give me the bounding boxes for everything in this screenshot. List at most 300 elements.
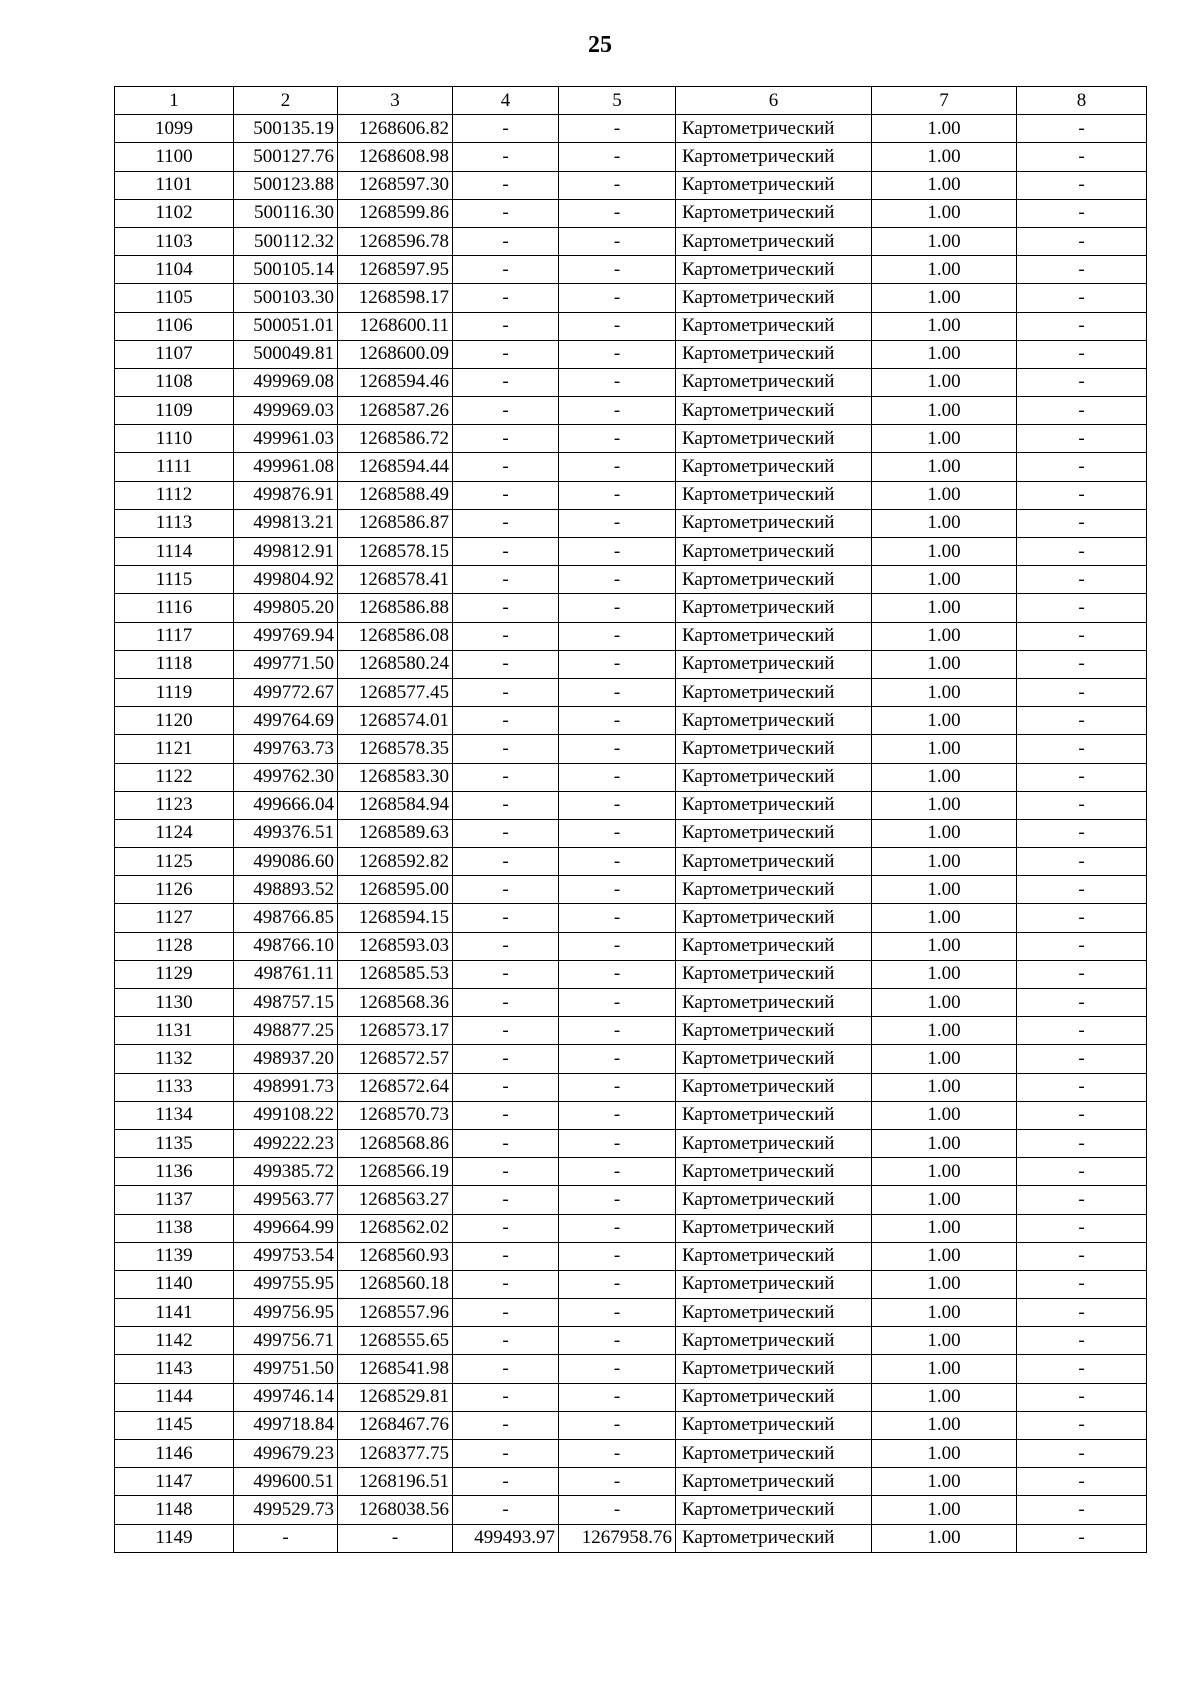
cell-accuracy: 1.00 bbox=[872, 1270, 1017, 1298]
cell-method: Картометрический bbox=[676, 256, 872, 284]
cell-accuracy: 1.00 bbox=[872, 622, 1017, 650]
cell-point-number: 1147 bbox=[115, 1468, 234, 1496]
cell-x-coordinate: 499756.95 bbox=[234, 1299, 338, 1327]
cell-y-coordinate: 1268596.78 bbox=[338, 227, 453, 255]
table-row bbox=[115, 312, 1147, 340]
cell-y-coordinate-new: - bbox=[559, 791, 676, 819]
cell-point-number: 1110 bbox=[115, 425, 234, 453]
cell-note: - bbox=[1017, 904, 1147, 932]
cell-accuracy: 1.00 bbox=[872, 707, 1017, 735]
cell-y-coordinate-new: - bbox=[559, 876, 676, 904]
cell-x-coordinate: 499376.51 bbox=[234, 819, 338, 847]
cell-x-coordinate: 499763.73 bbox=[234, 735, 338, 763]
table-row bbox=[115, 819, 1147, 847]
cell-point-number: 1101 bbox=[115, 171, 234, 199]
cell-y-coordinate: 1268588.49 bbox=[338, 481, 453, 509]
cell-y-coordinate: 1268562.02 bbox=[338, 1214, 453, 1242]
cell-y-coordinate: 1268568.36 bbox=[338, 989, 453, 1017]
cell-x-coordinate-new: - bbox=[453, 735, 559, 763]
cell-x-coordinate: 499755.95 bbox=[234, 1270, 338, 1298]
table-row bbox=[115, 509, 1147, 537]
cell-note: - bbox=[1017, 340, 1147, 368]
cell-point-number: 1148 bbox=[115, 1496, 234, 1524]
cell-y-coordinate: 1268584.94 bbox=[338, 791, 453, 819]
table-row bbox=[115, 1468, 1147, 1496]
cell-x-coordinate: 499756.71 bbox=[234, 1327, 338, 1355]
cell-accuracy: 1.00 bbox=[872, 1073, 1017, 1101]
cell-note: - bbox=[1017, 622, 1147, 650]
cell-note: - bbox=[1017, 143, 1147, 171]
table-row bbox=[115, 1045, 1147, 1073]
cell-accuracy: 1.00 bbox=[872, 960, 1017, 988]
cell-y-coordinate: 1268572.57 bbox=[338, 1045, 453, 1073]
cell-x-coordinate: 499753.54 bbox=[234, 1242, 338, 1270]
cell-accuracy: 1.00 bbox=[872, 256, 1017, 284]
cell-point-number: 1100 bbox=[115, 143, 234, 171]
cell-x-coordinate-new: - bbox=[453, 453, 559, 481]
cell-x-coordinate: 498766.85 bbox=[234, 904, 338, 932]
cell-y-coordinate: 1268541.98 bbox=[338, 1355, 453, 1383]
cell-point-number: 1104 bbox=[115, 256, 234, 284]
cell-x-coordinate-new: - bbox=[453, 960, 559, 988]
cell-note: - bbox=[1017, 650, 1147, 678]
cell-point-number: 1116 bbox=[115, 594, 234, 622]
cell-y-coordinate: 1268597.30 bbox=[338, 171, 453, 199]
cell-x-coordinate: 499804.92 bbox=[234, 566, 338, 594]
table-row bbox=[115, 397, 1147, 425]
cell-note: - bbox=[1017, 538, 1147, 566]
cell-y-coordinate: 1268578.15 bbox=[338, 538, 453, 566]
column-header-7: 7 bbox=[872, 87, 1017, 115]
cell-y-coordinate: 1268563.27 bbox=[338, 1186, 453, 1214]
cell-y-coordinate-new: - bbox=[559, 453, 676, 481]
cell-note: - bbox=[1017, 707, 1147, 735]
cell-x-coordinate: 499769.94 bbox=[234, 622, 338, 650]
cell-point-number: 1138 bbox=[115, 1214, 234, 1242]
cell-note: - bbox=[1017, 1017, 1147, 1045]
cell-y-coordinate: 1268560.18 bbox=[338, 1270, 453, 1298]
column-header-5: 5 bbox=[559, 87, 676, 115]
cell-method: Картометрический bbox=[676, 171, 872, 199]
cell-note: - bbox=[1017, 1496, 1147, 1524]
cell-y-coordinate-new: - bbox=[559, 1411, 676, 1439]
cell-method: Картометрический bbox=[676, 397, 872, 425]
cell-y-coordinate: 1268586.72 bbox=[338, 425, 453, 453]
cell-x-coordinate: 499764.69 bbox=[234, 707, 338, 735]
table-row bbox=[115, 1101, 1147, 1129]
cell-point-number: 1139 bbox=[115, 1242, 234, 1270]
cell-y-coordinate: 1268560.93 bbox=[338, 1242, 453, 1270]
cell-y-coordinate: 1268570.73 bbox=[338, 1101, 453, 1129]
cell-x-coordinate: 499108.22 bbox=[234, 1101, 338, 1129]
cell-method: Картометрический bbox=[676, 481, 872, 509]
table-body bbox=[115, 115, 1147, 1553]
cell-x-coordinate: 500105.14 bbox=[234, 256, 338, 284]
table-row bbox=[115, 256, 1147, 284]
table-row bbox=[115, 425, 1147, 453]
cell-method: Картометрический bbox=[676, 312, 872, 340]
cell-point-number: 1129 bbox=[115, 960, 234, 988]
cell-y-coordinate-new: - bbox=[559, 848, 676, 876]
cell-accuracy: 1.00 bbox=[872, 763, 1017, 791]
cell-note: - bbox=[1017, 1129, 1147, 1157]
cell-point-number: 1149 bbox=[115, 1524, 234, 1552]
cell-point-number: 1121 bbox=[115, 735, 234, 763]
cell-x-coordinate-new: - bbox=[453, 538, 559, 566]
cell-note: - bbox=[1017, 115, 1147, 143]
cell-x-coordinate: 498877.25 bbox=[234, 1017, 338, 1045]
cell-x-coordinate: 500049.81 bbox=[234, 340, 338, 368]
cell-x-coordinate: - bbox=[234, 1524, 338, 1552]
cell-x-coordinate-new: - bbox=[453, 340, 559, 368]
cell-note: - bbox=[1017, 566, 1147, 594]
cell-x-coordinate: 499812.91 bbox=[234, 538, 338, 566]
cell-point-number: 1122 bbox=[115, 763, 234, 791]
cell-y-coordinate-new: - bbox=[559, 1468, 676, 1496]
cell-x-coordinate: 499563.77 bbox=[234, 1186, 338, 1214]
cell-point-number: 1143 bbox=[115, 1355, 234, 1383]
cell-x-coordinate: 498937.20 bbox=[234, 1045, 338, 1073]
cell-method: Картометрический bbox=[676, 932, 872, 960]
cell-point-number: 1115 bbox=[115, 566, 234, 594]
cell-x-coordinate: 498757.15 bbox=[234, 989, 338, 1017]
cell-accuracy: 1.00 bbox=[872, 1186, 1017, 1214]
cell-method: Картометрический bbox=[676, 143, 872, 171]
cell-point-number: 1123 bbox=[115, 791, 234, 819]
table-row bbox=[115, 1440, 1147, 1468]
cell-y-coordinate: 1268600.09 bbox=[338, 340, 453, 368]
table-row bbox=[115, 650, 1147, 678]
table-row bbox=[115, 115, 1147, 143]
cell-method: Картометрический bbox=[676, 1411, 872, 1439]
cell-x-coordinate-new: - bbox=[453, 1186, 559, 1214]
cell-accuracy: 1.00 bbox=[872, 425, 1017, 453]
cell-method: Картометрический bbox=[676, 1158, 872, 1186]
table-row bbox=[115, 1158, 1147, 1186]
cell-y-coordinate-new: - bbox=[559, 707, 676, 735]
cell-x-coordinate-new: - bbox=[453, 707, 559, 735]
cell-x-coordinate-new: - bbox=[453, 481, 559, 509]
cell-point-number: 1106 bbox=[115, 312, 234, 340]
cell-point-number: 1109 bbox=[115, 397, 234, 425]
cell-method: Картометрический bbox=[676, 1045, 872, 1073]
cell-accuracy: 1.00 bbox=[872, 171, 1017, 199]
cell-y-coordinate-new: - bbox=[559, 1129, 676, 1157]
cell-y-coordinate-new: - bbox=[559, 397, 676, 425]
cell-method: Картометрический bbox=[676, 1355, 872, 1383]
cell-y-coordinate-new: - bbox=[559, 678, 676, 706]
table-row bbox=[115, 453, 1147, 481]
cell-accuracy: 1.00 bbox=[872, 481, 1017, 509]
cell-note: - bbox=[1017, 1355, 1147, 1383]
cell-method: Картометрический bbox=[676, 1073, 872, 1101]
table-row bbox=[115, 340, 1147, 368]
table-row bbox=[115, 171, 1147, 199]
cell-x-coordinate-new: - bbox=[453, 819, 559, 847]
table-row bbox=[115, 1017, 1147, 1045]
cell-accuracy: 1.00 bbox=[872, 1496, 1017, 1524]
cell-y-coordinate: 1268589.63 bbox=[338, 819, 453, 847]
cell-method: Картометрический bbox=[676, 678, 872, 706]
cell-point-number: 1117 bbox=[115, 622, 234, 650]
cell-note: - bbox=[1017, 932, 1147, 960]
cell-y-coordinate: 1268587.26 bbox=[338, 397, 453, 425]
cell-y-coordinate-new: - bbox=[559, 1496, 676, 1524]
cell-point-number: 1140 bbox=[115, 1270, 234, 1298]
cell-accuracy: 1.00 bbox=[872, 199, 1017, 227]
cell-x-coordinate-new: - bbox=[453, 425, 559, 453]
cell-y-coordinate-new: - bbox=[559, 1299, 676, 1327]
cell-accuracy: 1.00 bbox=[872, 791, 1017, 819]
cell-point-number: 1108 bbox=[115, 368, 234, 396]
cell-method: Картометрический bbox=[676, 538, 872, 566]
cell-x-coordinate: 499805.20 bbox=[234, 594, 338, 622]
cell-point-number: 1131 bbox=[115, 1017, 234, 1045]
cell-method: Картометрический bbox=[676, 904, 872, 932]
table-row bbox=[115, 1073, 1147, 1101]
cell-point-number: 1118 bbox=[115, 650, 234, 678]
cell-x-coordinate: 499751.50 bbox=[234, 1355, 338, 1383]
cell-x-coordinate-new: - bbox=[453, 566, 559, 594]
cell-x-coordinate-new: - bbox=[453, 256, 559, 284]
table-row bbox=[115, 960, 1147, 988]
cell-x-coordinate: 499385.72 bbox=[234, 1158, 338, 1186]
cell-method: Картометрический bbox=[676, 876, 872, 904]
column-header-3: 3 bbox=[338, 87, 453, 115]
cell-method: Картометрический bbox=[676, 1270, 872, 1298]
cell-y-coordinate: 1268586.87 bbox=[338, 509, 453, 537]
cell-method: Картометрический bbox=[676, 989, 872, 1017]
cell-x-coordinate-new: - bbox=[453, 594, 559, 622]
cell-method: Картометрический bbox=[676, 340, 872, 368]
cell-y-coordinate: 1268377.75 bbox=[338, 1440, 453, 1468]
cell-point-number: 1102 bbox=[115, 199, 234, 227]
cell-method: Картометрический bbox=[676, 199, 872, 227]
cell-note: - bbox=[1017, 678, 1147, 706]
cell-method: Картометрический bbox=[676, 509, 872, 537]
cell-y-coordinate-new: - bbox=[559, 256, 676, 284]
cell-method: Картометрический bbox=[676, 763, 872, 791]
cell-x-coordinate-new: - bbox=[453, 115, 559, 143]
cell-x-coordinate-new: - bbox=[453, 1383, 559, 1411]
cell-y-coordinate: 1268585.53 bbox=[338, 960, 453, 988]
cell-x-coordinate: 499961.08 bbox=[234, 453, 338, 481]
cell-x-coordinate-new: - bbox=[453, 1158, 559, 1186]
cell-note: - bbox=[1017, 312, 1147, 340]
cell-note: - bbox=[1017, 848, 1147, 876]
cell-x-coordinate-new: - bbox=[453, 171, 559, 199]
cell-note: - bbox=[1017, 819, 1147, 847]
cell-y-coordinate-new: - bbox=[559, 904, 676, 932]
cell-x-coordinate: 499762.30 bbox=[234, 763, 338, 791]
cell-y-coordinate: 1268568.86 bbox=[338, 1129, 453, 1157]
cell-accuracy: 1.00 bbox=[872, 876, 1017, 904]
cell-accuracy: 1.00 bbox=[872, 1045, 1017, 1073]
table-row bbox=[115, 1214, 1147, 1242]
table-row bbox=[115, 735, 1147, 763]
cell-accuracy: 1.00 bbox=[872, 143, 1017, 171]
cell-point-number: 1125 bbox=[115, 848, 234, 876]
cell-y-coordinate-new: - bbox=[559, 368, 676, 396]
cell-accuracy: 1.00 bbox=[872, 566, 1017, 594]
cell-note: - bbox=[1017, 989, 1147, 1017]
table-row bbox=[115, 1411, 1147, 1439]
cell-x-coordinate: 500103.30 bbox=[234, 284, 338, 312]
cell-method: Картометрический bbox=[676, 707, 872, 735]
cell-y-coordinate-new: - bbox=[559, 650, 676, 678]
cell-y-coordinate-new: - bbox=[559, 1383, 676, 1411]
cell-x-coordinate-new: - bbox=[453, 650, 559, 678]
table-row bbox=[115, 1242, 1147, 1270]
cell-y-coordinate: 1268467.76 bbox=[338, 1411, 453, 1439]
cell-accuracy: 1.00 bbox=[872, 1440, 1017, 1468]
cell-y-coordinate: 1268572.64 bbox=[338, 1073, 453, 1101]
cell-y-coordinate: 1268577.45 bbox=[338, 678, 453, 706]
table-row bbox=[115, 1186, 1147, 1214]
cell-method: Картометрический bbox=[676, 284, 872, 312]
cell-note: - bbox=[1017, 368, 1147, 396]
coordinates-table bbox=[114, 86, 1147, 1553]
cell-point-number: 1141 bbox=[115, 1299, 234, 1327]
cell-x-coordinate: 499666.04 bbox=[234, 791, 338, 819]
cell-y-coordinate-new: - bbox=[559, 1045, 676, 1073]
cell-x-coordinate: 498991.73 bbox=[234, 1073, 338, 1101]
cell-y-coordinate-new: - bbox=[559, 199, 676, 227]
cell-note: - bbox=[1017, 1299, 1147, 1327]
cell-note: - bbox=[1017, 1411, 1147, 1439]
table-row bbox=[115, 707, 1147, 735]
cell-x-coordinate-new: - bbox=[453, 1017, 559, 1045]
cell-x-coordinate: 499679.23 bbox=[234, 1440, 338, 1468]
cell-accuracy: 1.00 bbox=[872, 735, 1017, 763]
cell-method: Картометрический bbox=[676, 1214, 872, 1242]
cell-x-coordinate-new: - bbox=[453, 848, 559, 876]
cell-accuracy: 1.00 bbox=[872, 1242, 1017, 1270]
cell-method: Картометрический bbox=[676, 566, 872, 594]
cell-y-coordinate-new: - bbox=[559, 1186, 676, 1214]
table-row bbox=[115, 1383, 1147, 1411]
cell-note: - bbox=[1017, 227, 1147, 255]
cell-point-number: 1127 bbox=[115, 904, 234, 932]
cell-note: - bbox=[1017, 735, 1147, 763]
cell-note: - bbox=[1017, 1327, 1147, 1355]
cell-y-coordinate-new: - bbox=[559, 594, 676, 622]
table-row bbox=[115, 904, 1147, 932]
cell-method: Картометрический bbox=[676, 622, 872, 650]
cell-point-number: 1113 bbox=[115, 509, 234, 537]
cell-note: - bbox=[1017, 791, 1147, 819]
column-header-2: 2 bbox=[234, 87, 338, 115]
cell-y-coordinate: 1268580.24 bbox=[338, 650, 453, 678]
cell-accuracy: 1.00 bbox=[872, 284, 1017, 312]
table-row bbox=[115, 368, 1147, 396]
column-header-6: 6 bbox=[676, 87, 872, 115]
cell-y-coordinate-new: - bbox=[559, 932, 676, 960]
cell-y-coordinate-new: - bbox=[559, 227, 676, 255]
cell-accuracy: 1.00 bbox=[872, 115, 1017, 143]
table-row bbox=[115, 1129, 1147, 1157]
cell-point-number: 1133 bbox=[115, 1073, 234, 1101]
cell-y-coordinate-new: - bbox=[559, 1355, 676, 1383]
cell-accuracy: 1.00 bbox=[872, 538, 1017, 566]
cell-method: Картометрический bbox=[676, 1101, 872, 1129]
cell-accuracy: 1.00 bbox=[872, 650, 1017, 678]
cell-method: Картометрический bbox=[676, 1299, 872, 1327]
cell-x-coordinate-new: - bbox=[453, 1101, 559, 1129]
cell-accuracy: 1.00 bbox=[872, 340, 1017, 368]
cell-x-coordinate-new: - bbox=[453, 1242, 559, 1270]
cell-method: Картометрический bbox=[676, 594, 872, 622]
cell-x-coordinate-new: - bbox=[453, 284, 559, 312]
cell-point-number: 1135 bbox=[115, 1129, 234, 1157]
cell-y-coordinate-new: - bbox=[559, 143, 676, 171]
cell-y-coordinate-new: - bbox=[559, 425, 676, 453]
cell-note: - bbox=[1017, 876, 1147, 904]
cell-x-coordinate-new: - bbox=[453, 904, 559, 932]
cell-y-coordinate-new: 1267958.76 bbox=[559, 1524, 676, 1552]
cell-x-coordinate: 500127.76 bbox=[234, 143, 338, 171]
cell-note: - bbox=[1017, 594, 1147, 622]
column-header-1: 1 bbox=[115, 87, 234, 115]
cell-x-coordinate-new: - bbox=[453, 791, 559, 819]
cell-accuracy: 1.00 bbox=[872, 509, 1017, 537]
cell-x-coordinate: 500116.30 bbox=[234, 199, 338, 227]
cell-x-coordinate-new: - bbox=[453, 199, 559, 227]
cell-y-coordinate-new: - bbox=[559, 115, 676, 143]
cell-method: Картометрический bbox=[676, 1468, 872, 1496]
cell-x-coordinate-new: - bbox=[453, 1327, 559, 1355]
cell-y-coordinate: 1268529.81 bbox=[338, 1383, 453, 1411]
table-row bbox=[115, 594, 1147, 622]
cell-y-coordinate: - bbox=[338, 1524, 453, 1552]
cell-accuracy: 1.00 bbox=[872, 397, 1017, 425]
cell-accuracy: 1.00 bbox=[872, 904, 1017, 932]
cell-accuracy: 1.00 bbox=[872, 1214, 1017, 1242]
cell-note: - bbox=[1017, 171, 1147, 199]
cell-x-coordinate: 499969.03 bbox=[234, 397, 338, 425]
cell-point-number: 1144 bbox=[115, 1383, 234, 1411]
table-row bbox=[115, 622, 1147, 650]
cell-accuracy: 1.00 bbox=[872, 1017, 1017, 1045]
table-row bbox=[115, 538, 1147, 566]
cell-x-coordinate-new: - bbox=[453, 1270, 559, 1298]
cell-x-coordinate: 500123.88 bbox=[234, 171, 338, 199]
cell-method: Картометрический bbox=[676, 819, 872, 847]
cell-x-coordinate: 499600.51 bbox=[234, 1468, 338, 1496]
cell-method: Картометрический bbox=[676, 368, 872, 396]
cell-note: - bbox=[1017, 1158, 1147, 1186]
cell-y-coordinate-new: - bbox=[559, 340, 676, 368]
cell-accuracy: 1.00 bbox=[872, 932, 1017, 960]
cell-note: - bbox=[1017, 1524, 1147, 1552]
cell-y-coordinate: 1268600.11 bbox=[338, 312, 453, 340]
column-header-8: 8 bbox=[1017, 87, 1147, 115]
cell-method: Картометрический bbox=[676, 1129, 872, 1157]
cell-y-coordinate-new: - bbox=[559, 989, 676, 1017]
cell-x-coordinate-new: - bbox=[453, 1468, 559, 1496]
cell-y-coordinate: 1268038.56 bbox=[338, 1496, 453, 1524]
cell-y-coordinate: 1268594.46 bbox=[338, 368, 453, 396]
cell-y-coordinate: 1268578.35 bbox=[338, 735, 453, 763]
cell-point-number: 1119 bbox=[115, 678, 234, 706]
cell-point-number: 1105 bbox=[115, 284, 234, 312]
cell-note: - bbox=[1017, 1383, 1147, 1411]
cell-note: - bbox=[1017, 1073, 1147, 1101]
cell-note: - bbox=[1017, 453, 1147, 481]
cell-x-coordinate-new: - bbox=[453, 678, 559, 706]
cell-x-coordinate-new: - bbox=[453, 1411, 559, 1439]
cell-method: Картометрический bbox=[676, 735, 872, 763]
